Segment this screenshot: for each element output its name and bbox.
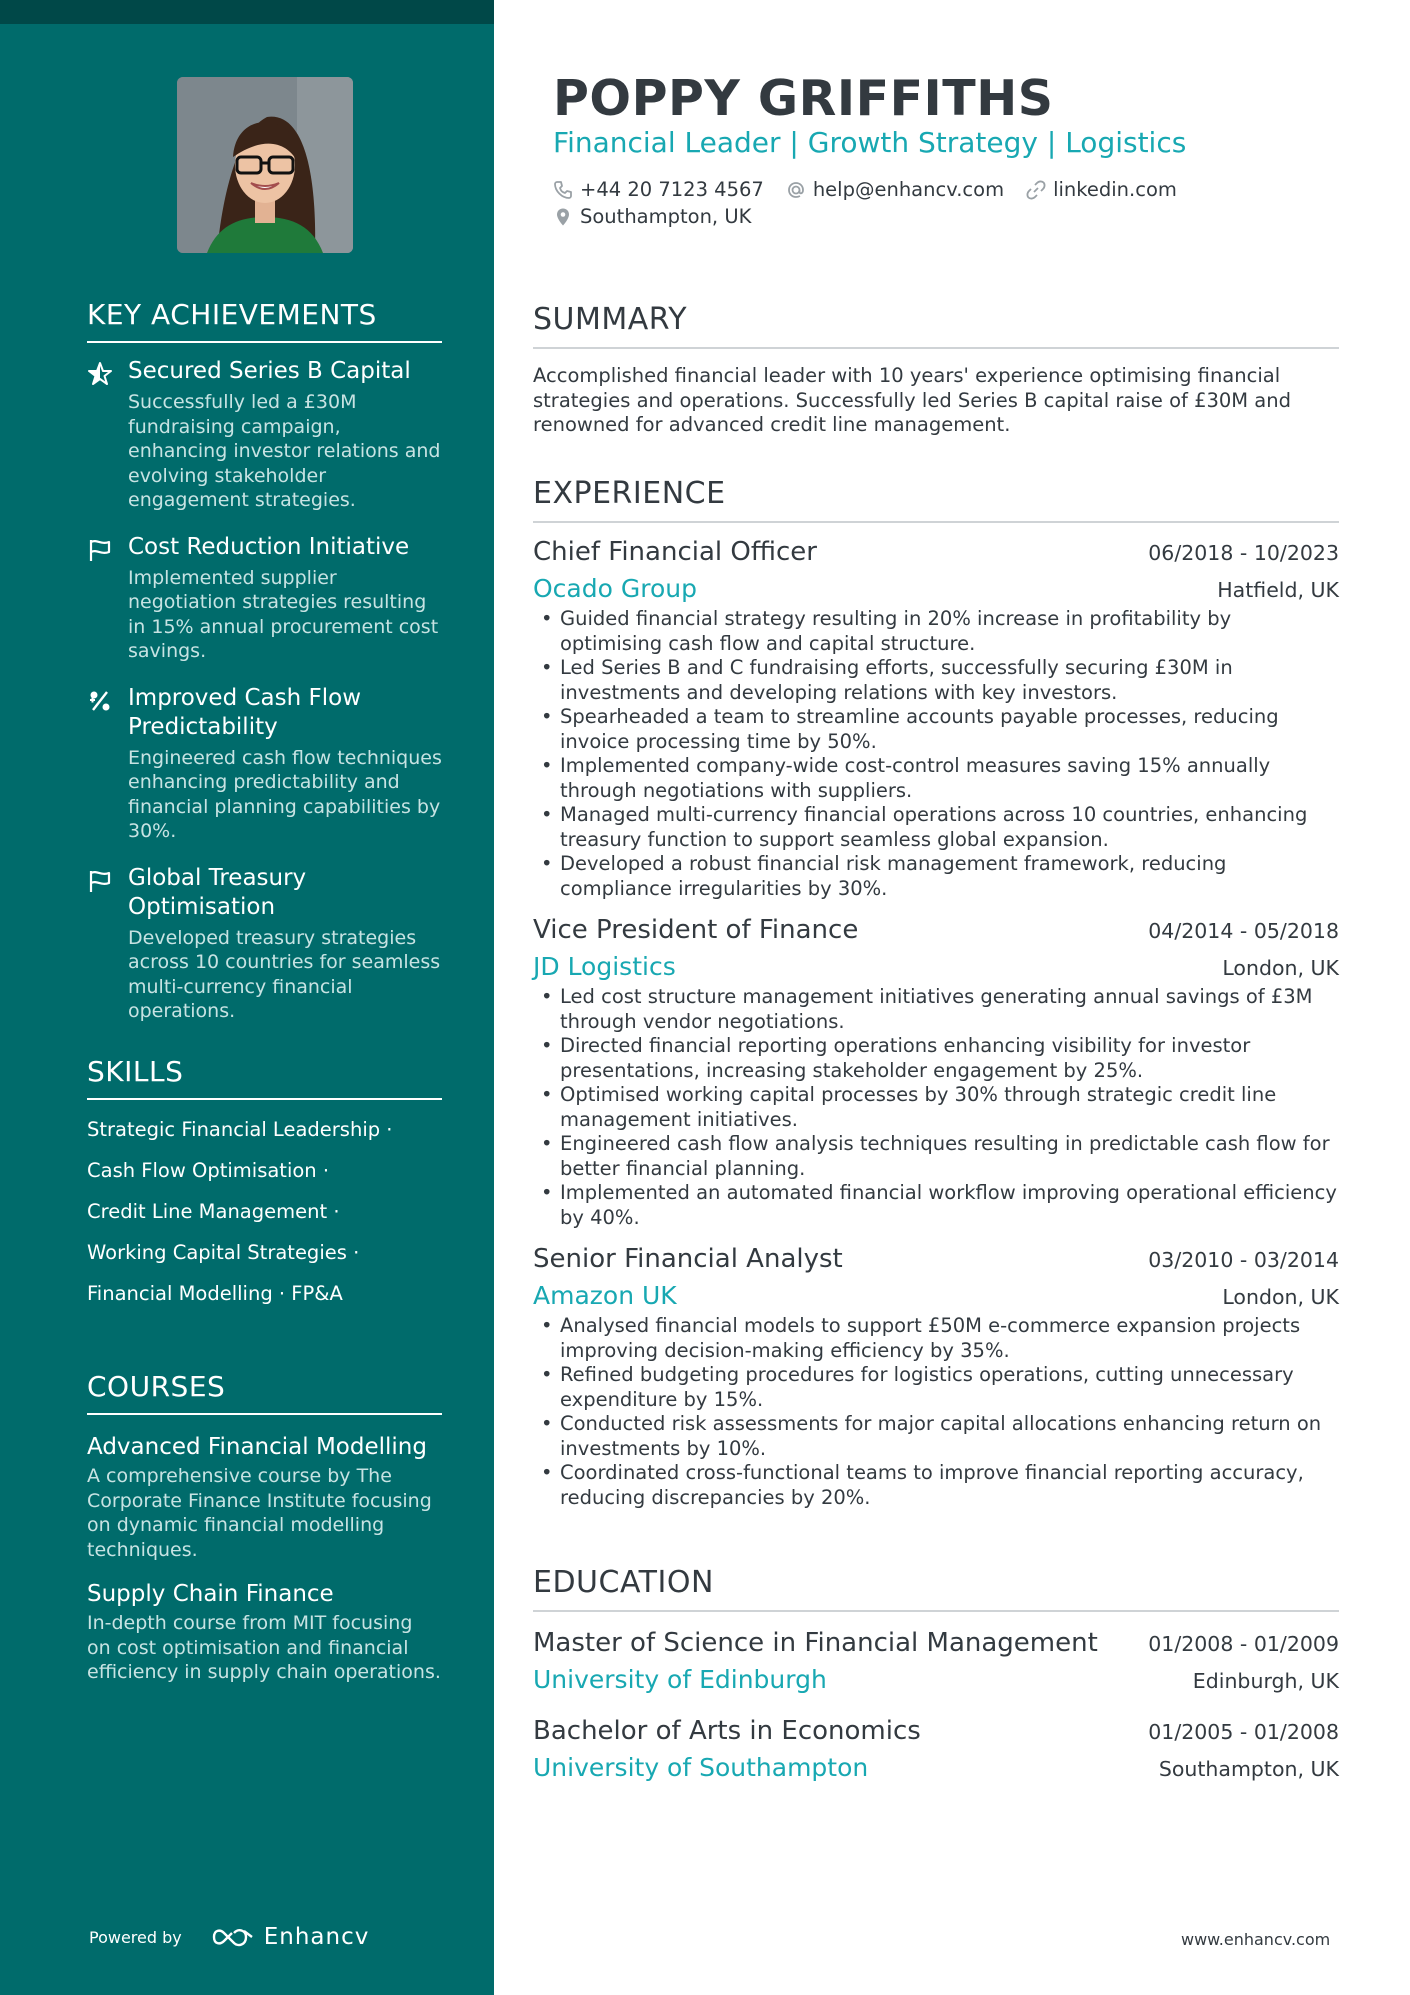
flag-icon [87, 537, 113, 563]
skills-heading: SKILLS [87, 1055, 442, 1100]
experience-heading: EXPERIENCE [533, 476, 1339, 523]
skill-item: Credit Line Management · [87, 1200, 340, 1223]
education-entry [533, 1716, 1339, 1782]
job-bullet: • Implemented an automated financial workflow improving operational efficiency by 40%. [533, 1181, 1339, 1230]
contact-row [553, 178, 1199, 201]
achievement-item [87, 533, 442, 664]
course-item [87, 1433, 442, 1562]
education-location: Edinburgh, UK [1192, 1669, 1339, 1693]
phone-icon [553, 180, 573, 200]
job-entry [533, 1244, 1339, 1510]
phone-contact[interactable] [553, 178, 764, 201]
skill-list [87, 1110, 442, 1315]
sidebar [0, 0, 494, 1995]
job-bullet: • Led cost structure management initiatives generating annual savings of £3M through vendor negotiations. [533, 985, 1339, 1034]
education-dates: 01/2008 - 01/2009 [1148, 1632, 1339, 1656]
summary-section [533, 302, 1339, 438]
at-icon [786, 180, 806, 200]
achievement-description: Successfully led a £30M fundraising campaign, enhancing investor relations and evolving stakeholder engagement strategies. [128, 391, 441, 511]
website-link[interactable]: www.enhancv.com [1181, 1930, 1331, 1949]
job-bullet: • Spearheaded a team to streamline accounts payable processes, reducing invoice processing time by 50%. [533, 705, 1339, 754]
job-bullet: • Led Series B and C fundraising efforts, successfully securing £30M in investments and developing relations with key investors. [533, 656, 1339, 705]
location-pin-icon [553, 207, 573, 227]
achievement-title: Secured Series B Capital [128, 358, 411, 384]
job-bullet: • Refined budgeting procedures for logistics operations, cutting unnecessary expenditure by 15%. [533, 1363, 1339, 1412]
job-bullet: • Engineered cash flow analysis techniques resulting in predictable cash flow for better financial planning. [533, 1132, 1339, 1181]
course-description: In-depth course from MIT focusing on cost optimisation and financial efficiency in supply chain operations. [87, 1612, 441, 1683]
company-name: Amazon UK [533, 1281, 677, 1310]
courses-section [87, 1370, 442, 1685]
job-location: Hatfield, UK [1217, 578, 1339, 602]
achievement-description: Engineered cash flow techniques enhancing predictability and financial planning capabilities by 30%. [128, 746, 442, 842]
link-icon [1026, 180, 1046, 200]
courses-heading: COURSES [87, 1370, 442, 1415]
skill-item: Working Capital Strategies · [87, 1241, 360, 1264]
job-bullets [533, 1314, 1339, 1510]
job-bullet: • Developed a robust financial risk management framework, reducing compliance irregularities by 30%. [533, 852, 1339, 901]
sidebar-top-bar [0, 0, 494, 24]
star-icon [87, 361, 113, 387]
linkedin-url: linkedin.com [1053, 178, 1177, 201]
achievement-list [87, 357, 442, 1024]
school-name: University of Edinburgh [533, 1665, 827, 1694]
degree-title: Bachelor of Arts in Economics [533, 1716, 921, 1746]
job-entry [533, 915, 1339, 1230]
summary-heading: SUMMARY [533, 302, 1339, 349]
job-dates: 04/2014 - 05/2018 [1148, 919, 1339, 943]
job-dates: 03/2010 - 03/2014 [1148, 1248, 1339, 1272]
job-title: Senior Financial Analyst [533, 1244, 843, 1274]
skill-item: Cash Flow Optimisation · [87, 1159, 330, 1182]
powered-by [89, 1924, 369, 1950]
candidate-tagline: Financial Leader | Growth Strategy | Logistics [553, 126, 1187, 159]
enhancv-logo[interactable] [210, 1924, 370, 1950]
job-dates: 06/2018 - 10/2023 [1148, 541, 1339, 565]
job-title: Chief Financial Officer [533, 537, 817, 567]
achievement-item [87, 864, 442, 1024]
phone-number: +44 20 7123 4567 [580, 178, 764, 201]
job-bullets [533, 607, 1339, 901]
email-contact[interactable] [786, 178, 1004, 201]
education-heading: EDUCATION [533, 1565, 1339, 1612]
job-title: Vice President of Finance [533, 915, 859, 945]
candidate-name: POPPY GRIFFITHS [553, 70, 1054, 127]
key-achievements-section [87, 298, 442, 1044]
education-entry [533, 1628, 1339, 1694]
company-name: JD Logistics [533, 952, 676, 981]
job-bullet: • Directed financial reporting operations enhancing visibility for investor presentations, increasing stakeholder engagement by 25%. [533, 1034, 1339, 1083]
skills-section [87, 1055, 442, 1315]
education-dates: 01/2005 - 01/2008 [1148, 1720, 1339, 1744]
location-contact [553, 205, 751, 228]
degree-title: Master of Science in Financial Management [533, 1628, 1098, 1658]
linkedin-contact[interactable] [1026, 178, 1177, 201]
school-name: University of Southampton [533, 1753, 869, 1782]
percent-icon [87, 688, 113, 714]
achievement-title: Global Treasury Optimisation [128, 864, 307, 920]
job-location: London, UK [1222, 1285, 1339, 1309]
job-bullet: • Conducted risk assessments for major capital allocations enhancing return on investments by 10%. [533, 1412, 1339, 1461]
skill-item: Financial Modelling · FP&A [87, 1282, 343, 1305]
achievement-item [87, 357, 442, 513]
profile-photo [177, 77, 353, 253]
achievement-item [87, 684, 442, 844]
job-bullet: • Analysed financial models to support £50M e-commerce expansion projects improving decision-making efficiency by 35%. [533, 1314, 1339, 1363]
experience-section [533, 476, 1339, 1510]
key-achievements-heading: KEY ACHIEVEMENTS [87, 298, 442, 343]
job-location: London, UK [1222, 956, 1339, 980]
location-text: Southampton, UK [580, 205, 752, 228]
summary-text: Accomplished financial leader with 10 years' experience optimising financial strategies and operations. Successfully led Series B capital raise of £30M and renowned for advanced credit line management. [533, 364, 1291, 436]
course-title: Advanced Financial Modelling [87, 1434, 427, 1460]
job-bullet: • Optimised working capital processes by 30% through strategic credit line management initiatives. [533, 1083, 1339, 1132]
location-row [553, 205, 773, 228]
flag-icon [87, 868, 113, 894]
job-bullet: • Guided financial strategy resulting in 20% increase in profitability by optimising cash flow and capital structure. [533, 607, 1339, 656]
job-bullets [533, 985, 1339, 1230]
education-location: Southampton, UK [1158, 1757, 1339, 1781]
achievement-title: Improved Cash Flow Predictability [128, 684, 362, 740]
achievement-title: Cost Reduction Initiative [128, 533, 410, 560]
course-item [87, 1580, 442, 1685]
job-bullet: • Implemented company-wide cost-control measures saving 15% annually through negotiations with suppliers. [533, 754, 1339, 803]
powered-by-label: Powered by [89, 1927, 182, 1947]
achievement-description: Implemented supplier negotiation strategies resulting in 15% annual procurement cost savings. [128, 566, 439, 662]
job-bullet: • Managed multi-currency financial operations across 10 countries, enhancing treasury function to support seamless global expansion. [533, 803, 1339, 852]
job-bullet: • Coordinated cross-functional teams to improve financial reporting accuracy, reducing discrepancies by 20%. [533, 1461, 1339, 1510]
education-section [533, 1565, 1339, 1782]
skill-item: Strategic Financial Leadership · [87, 1118, 393, 1141]
course-title: Supply Chain Finance [87, 1581, 334, 1607]
enhancv-logo-icon [210, 1925, 256, 1949]
course-description: A comprehensive course by The Corporate Finance Institute focusing on dynamic financial modelling techniques. [87, 1465, 432, 1561]
company-name: Ocado Group [533, 574, 697, 603]
job-entry [533, 537, 1339, 901]
achievement-description: Developed treasury strategies across 10 countries for seamless multi-currency financial operations. [128, 926, 441, 1022]
email-address: help@enhancv.com [812, 178, 1005, 201]
enhancv-brand-name: Enhancv [263, 1924, 370, 1950]
